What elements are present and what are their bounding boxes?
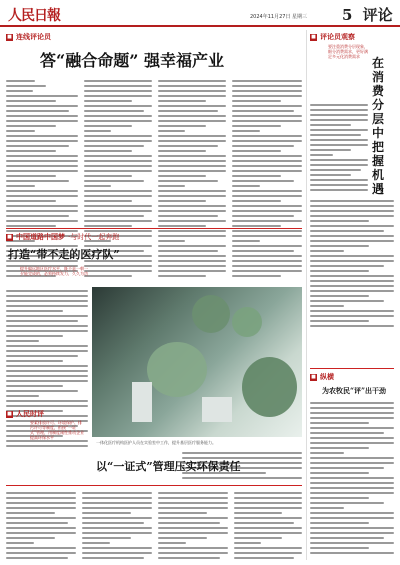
masthead-logo: 人民日報 bbox=[8, 8, 60, 24]
section-label-zongheng bbox=[310, 372, 334, 382]
section-title: 纵横 bbox=[320, 373, 334, 381]
section-marker-icon: ■ bbox=[7, 34, 12, 40]
section-marker-icon: ■ bbox=[311, 34, 316, 40]
article-3-body-col3 bbox=[158, 492, 228, 562]
section-label-shiping bbox=[6, 409, 44, 419]
photo-figure bbox=[147, 342, 207, 397]
section-label-zhongguo bbox=[6, 232, 119, 242]
article-2-title: 打造“带不走的医疗队” bbox=[8, 248, 120, 261]
article-3-title: 以“一证式”管理压实环保责任 bbox=[96, 460, 241, 473]
article-4-body bbox=[310, 200, 394, 330]
article-1-title: 答“融合命题” 强幸福产业 bbox=[40, 51, 224, 70]
section-marker-icon: ■ bbox=[7, 411, 12, 417]
issue-date: 2024年11月27日 星期三 bbox=[250, 14, 308, 20]
article-3-body-col1 bbox=[6, 492, 76, 562]
article-3-body-col2 bbox=[82, 492, 152, 562]
article-4-lead: 要注重消费分层现象，细分消费需求，更好满足多元化消费需求 bbox=[328, 44, 368, 59]
page-section: 评论 bbox=[362, 6, 393, 24]
page-label bbox=[342, 4, 393, 25]
section-label-lianxian bbox=[6, 32, 51, 42]
article-2-photo bbox=[92, 287, 302, 437]
section-label-guancha bbox=[310, 32, 355, 42]
top-rule bbox=[0, 25, 400, 27]
section-title: 评论员观察 bbox=[320, 33, 355, 41]
photo-figure bbox=[242, 357, 297, 417]
section-subtitle: ·与时代一起奔跑 bbox=[68, 233, 120, 241]
microscope-shape bbox=[132, 382, 152, 422]
article-5-title: 为农牧民“评”出干劲 bbox=[322, 386, 387, 395]
section-marker-icon: ■ bbox=[7, 234, 12, 240]
section-divider bbox=[6, 485, 302, 486]
article-2-lead: 提升偏远地区医疗水平，既不是一朝一夕能完成的，必须持续发力，久久为功 bbox=[20, 266, 88, 276]
column-divider bbox=[306, 30, 307, 560]
section-divider bbox=[310, 368, 394, 369]
microscope-shape bbox=[202, 397, 232, 422]
section-marker-icon: ■ bbox=[311, 374, 316, 380]
article-1-body-col4 bbox=[232, 80, 302, 280]
article-4-title: 在消费分层中把握机遇 bbox=[372, 56, 385, 196]
article-4-body-top bbox=[310, 104, 368, 194]
article-5-body bbox=[310, 402, 394, 557]
photo-figure bbox=[192, 295, 230, 333]
photo-caption: 一体化医疗机构医护人员在实验室中工作，提升基层医疗服务能力。 bbox=[96, 440, 216, 445]
section-title: 人民时评 bbox=[16, 410, 44, 418]
section-title: 连线评论员 bbox=[16, 33, 51, 41]
article-3-body-col4 bbox=[234, 492, 302, 562]
photo-figure bbox=[232, 307, 262, 337]
article-1-body-col3 bbox=[158, 80, 226, 280]
section-title: 中国道路中国梦 bbox=[16, 233, 65, 241]
section-divider bbox=[6, 228, 302, 229]
article-3-lead: 要素排放许可、环境保护、排污许可等制度，衔接“一证式”管理，用制度刚性推动企业提高环保水平 bbox=[30, 420, 85, 440]
page-number: 5 bbox=[342, 6, 353, 24]
